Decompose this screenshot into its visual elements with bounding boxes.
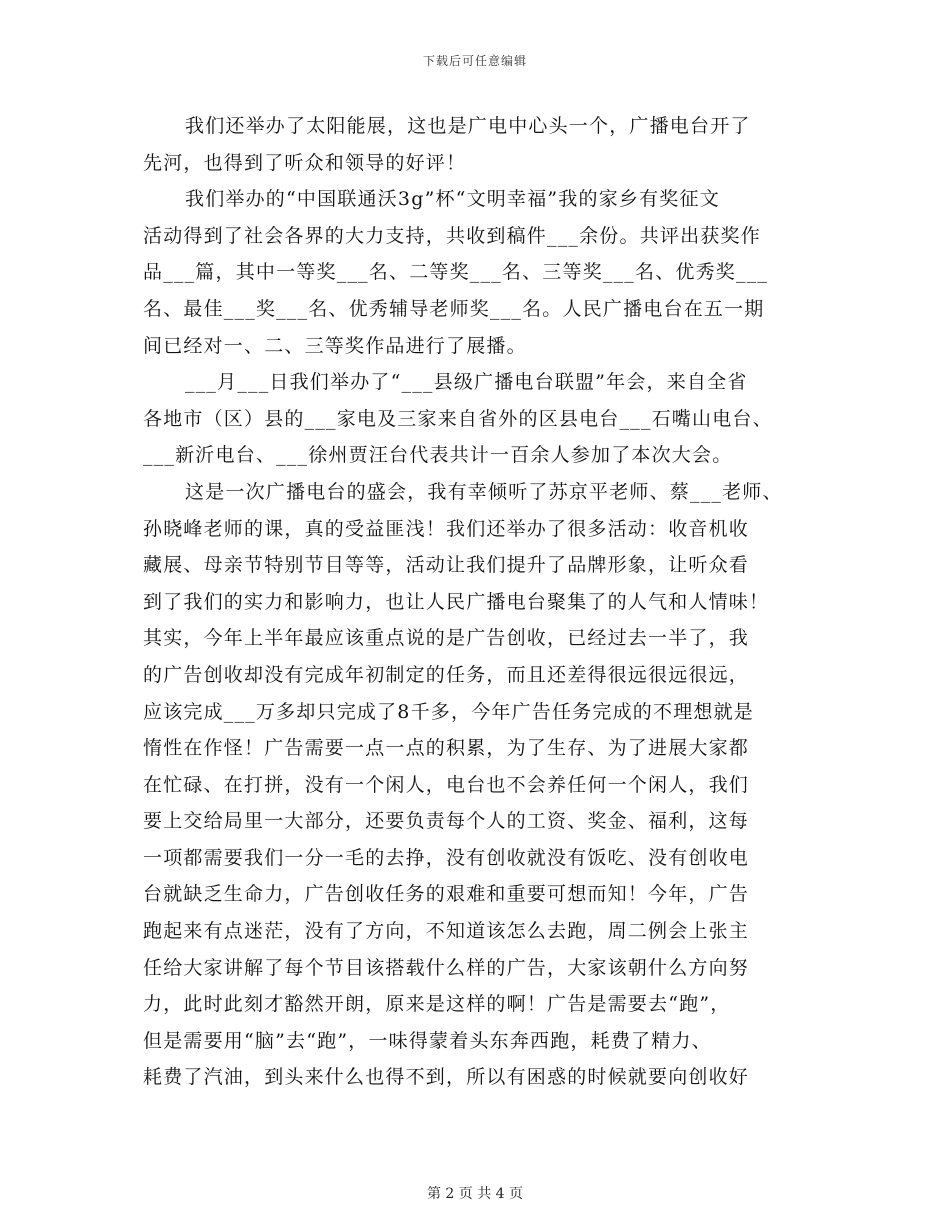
paragraph-line: 这是一次广播电台的盛会，我有幸倾听了苏京平老师、蔡___老师、 [185, 480, 783, 503]
paragraph-line: 要上交给局里一大部分，还要负责每个人的工资、奖金、福利，这每 [143, 810, 750, 833]
paragraph-line: 其实，今年上半年最应该重点说的是广告创收，已经过去一半了，我 [143, 627, 750, 650]
paragraph-line: 到了我们的实力和影响力，也让人民广播电台聚集了的人气和人情味！ [143, 590, 770, 613]
paragraph-line: 力，此时此刻才豁然开朗，原来是这样的啊！广告是需要去“跑”， [143, 993, 731, 1016]
paragraph-line: 我们还举办了太阳能展，这也是广电中心头一个，广播电台开了 [185, 115, 751, 137]
paragraph-line: ___新沂电台、___徐州贾汪台代表共计一百余人参加了本次大会。 [143, 444, 733, 467]
paragraph-line: 任给大家讲解了每个节目该搭载什么样的广告，大家该朝什么方向努 [143, 956, 750, 979]
paragraph-line: 在忙碌、在打拼，没有一个闲人，电台也不会养任何一个闲人，我们 [143, 773, 750, 796]
paragraph-line: 孙晓峰老师的课，真的受益匪浅！我们还举办了很多活动：收音机收 [143, 517, 750, 540]
paragraph-line: 间已经对一、二、三等奖作品进行了展播。 [143, 334, 527, 357]
paragraph-line: 应该完成___万多却只完成了8千多，今年广告任务完成的不理想就是 [143, 700, 754, 723]
paragraph-line: 的广告创收却没有完成年初制定的任务，而且还差得很远很远很远， [143, 663, 750, 686]
paragraph-line: 台就缺乏生命力，广告创收任务的艰难和重要可想而知！今年，广告 [143, 883, 750, 906]
paragraph-line: ___月___日我们举办了“___县级广播电台联盟”年会，来自全省 [185, 371, 748, 394]
paragraph-line: 活动得到了社会各界的大力支持，共收到稿件___余份。共评出获奖作 [143, 224, 761, 247]
paragraph-line: 先河，也得到了听众和领导的好评！ [143, 151, 467, 174]
paragraph-line: 品___篇，其中一等奖___名、二等奖___名、三等奖___名、优秀奖___ [143, 261, 769, 284]
paragraph-line: 藏展、母亲节特别节目等等，活动让我们提升了品牌形象，让听众看 [143, 554, 750, 577]
paragraph-line: 各地市（区）县的___家电及三家来自省外的区县电台___石嘴山电台、 [143, 407, 773, 430]
paragraph-line: 名、最佳___奖___名、优秀辅导老师奖___名。人民广播电台在五一期 [143, 297, 765, 320]
page-header: 下载后可任意编辑 [422, 54, 527, 68]
paragraph-line: 耗费了汽油，到头来什么也得不到，所以有困惑的时候就要向创收好 [143, 1066, 750, 1089]
paragraph-line: 一项都需要我们一分一毛的去挣，没有创收就没有饭吃、没有创收电 [143, 846, 750, 869]
document-body [143, 108, 811, 1096]
paragraph-line: 但是需要用“脑”去“跑”，一味得蒙着头东奔西跑，耗费了精力、 [143, 1029, 712, 1052]
paragraph-line: 惰性在作怪！广告需要一点一点的积累，为了生存、为了进展大家都 [143, 737, 750, 760]
page-footer: 第 2 页 共 4 页 [426, 1186, 524, 1202]
paragraph-line: 我们举办的“中国联通沃3g”杯“文明幸福”我的家乡有奖征文 [185, 188, 720, 211]
paragraph-line: 跑起来有点迷茫，没有了方向，不知道该怎么去跑，周二例会上张主 [143, 920, 750, 943]
